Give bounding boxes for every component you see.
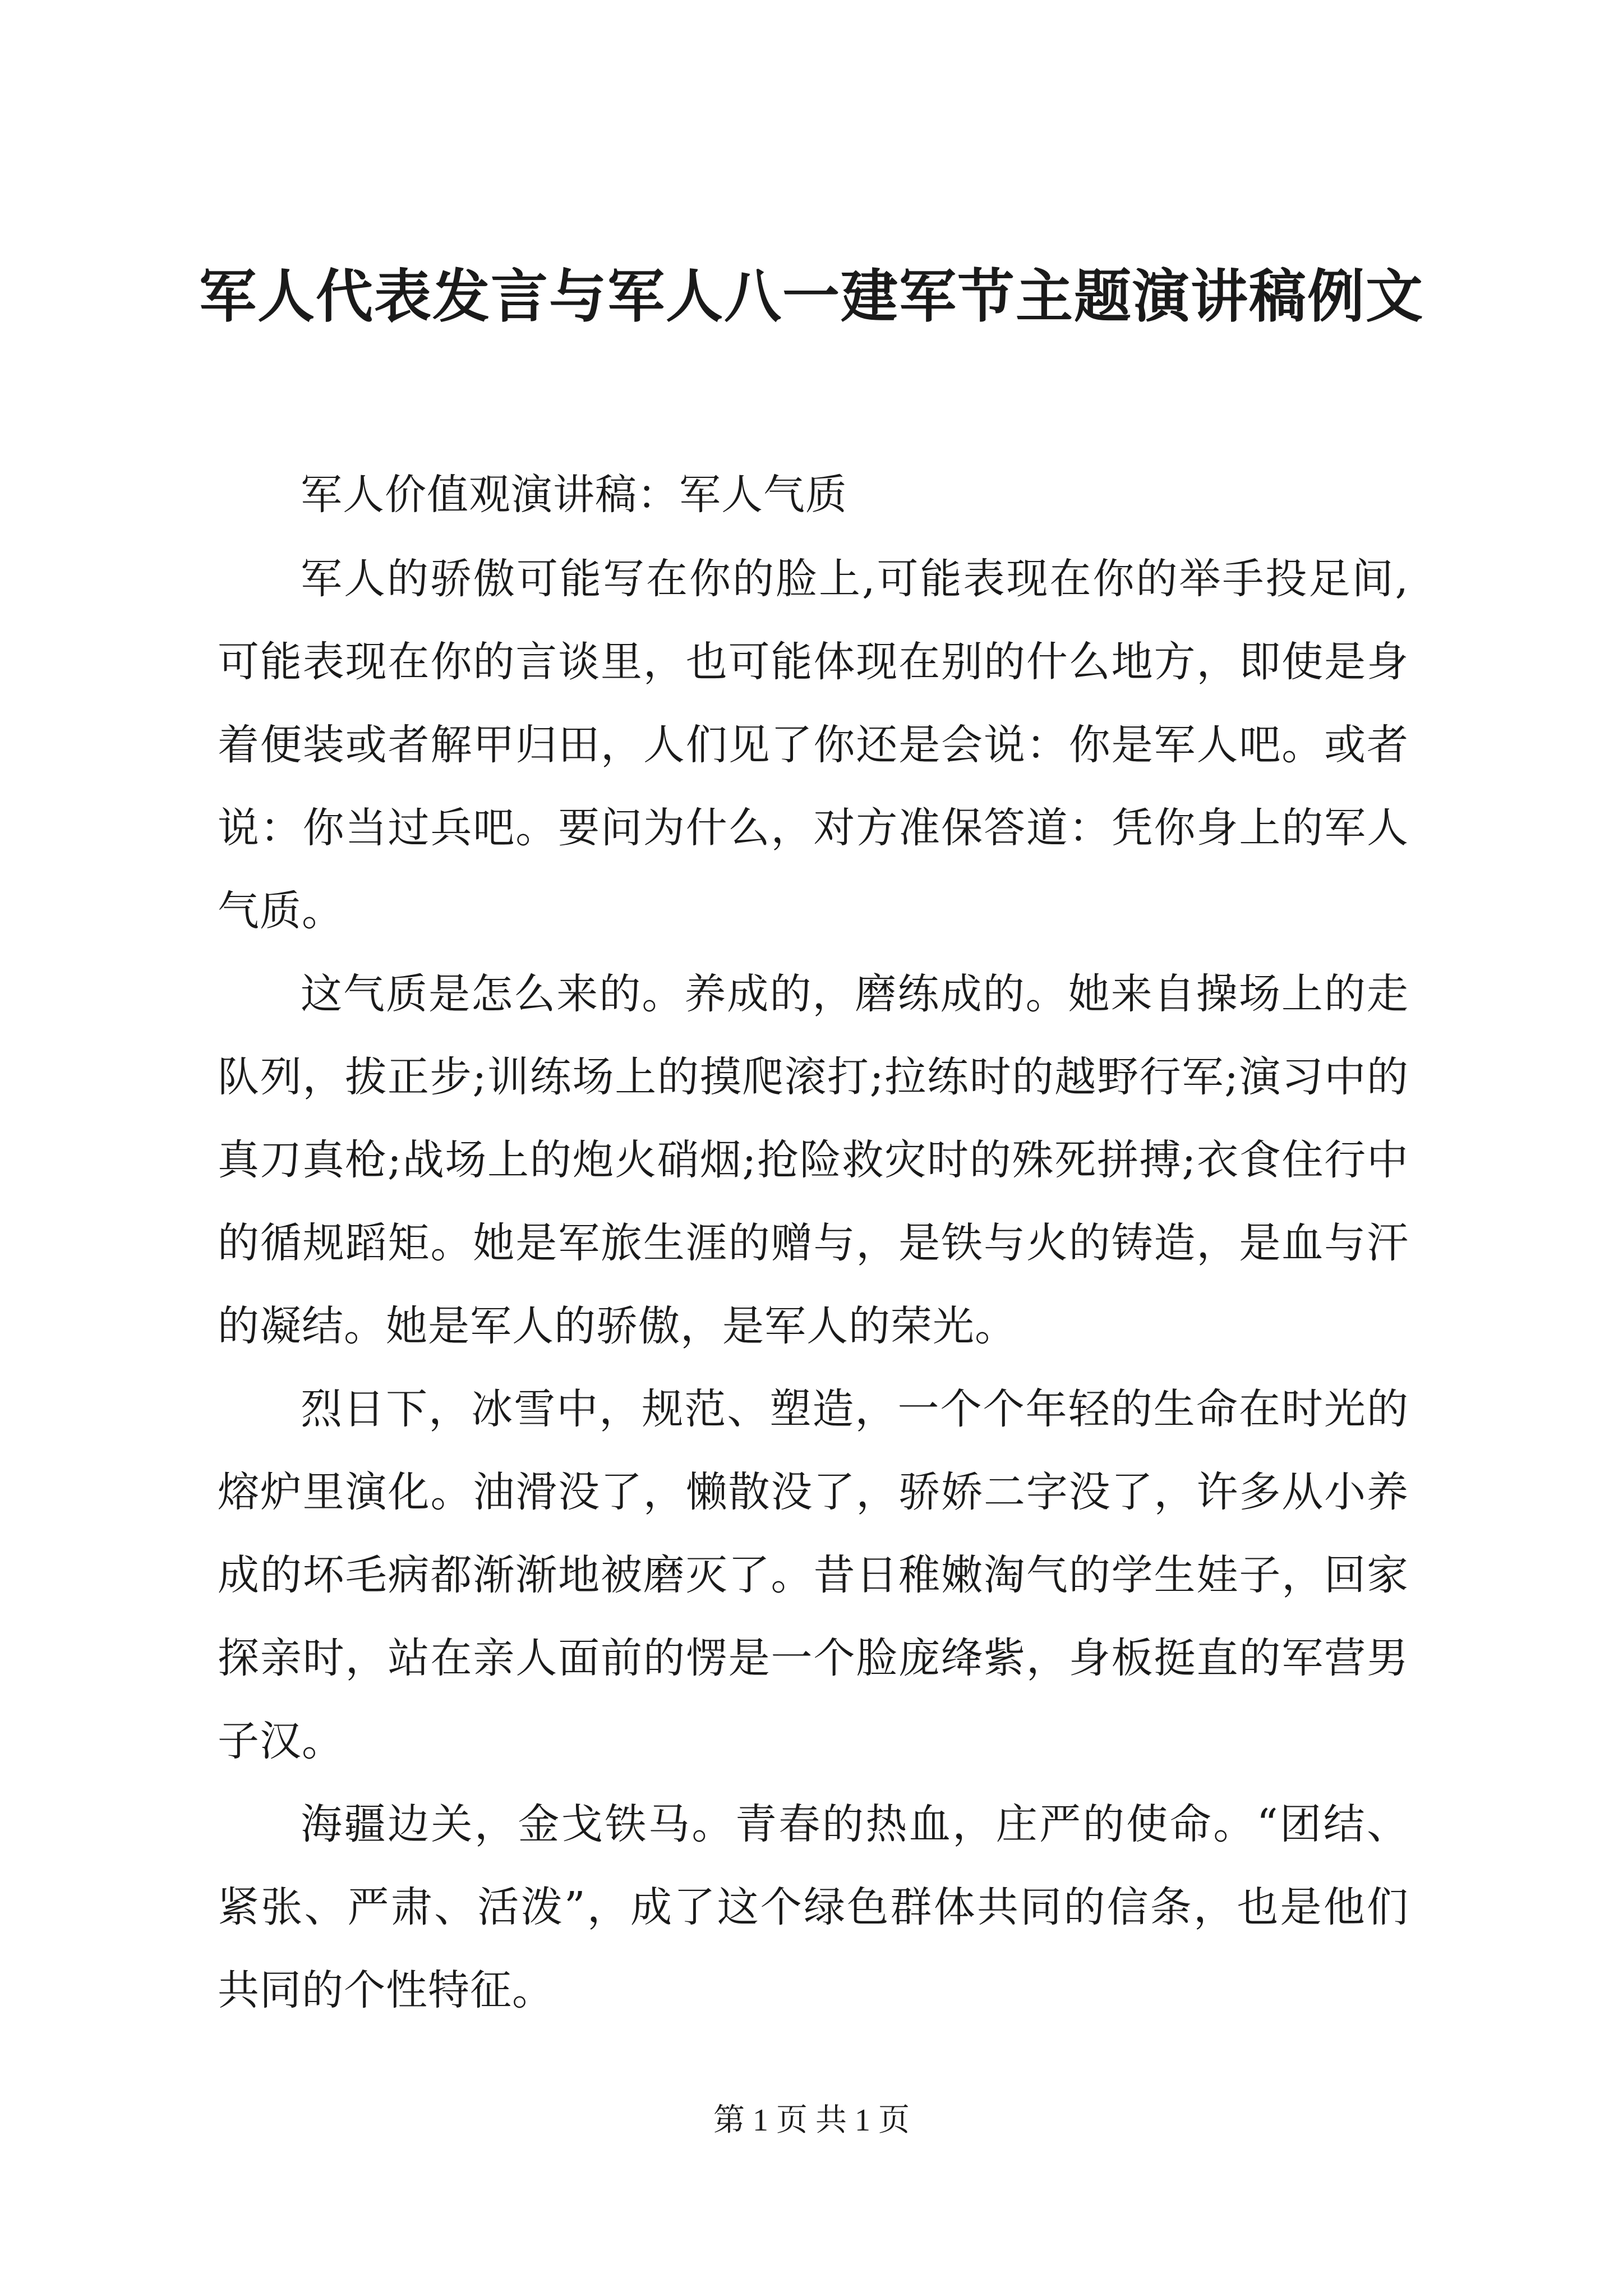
body-paragraph-1: 军人的骄傲可能写在你的脸上,可能表现在你的举手投足间,可能表现在你的言谈里，也可能体现在别的什么地方，即使是身着便装或者解甲归田，人们见了你还是会说：你是军人吧。或者说：你当过兵吧。要问为什么，对方准保答道：凭你身上的军人气质。 <box>218 555 1409 935</box>
body-paragraph-2: 这气质是怎么来的。养成的，磨练成的。她来自操场上的走队列，拔正步;训练场上的摸爬滚打;拉练时的越野行军;演习中的真刀真枪;战场上的炮火硝烟;抢险救灾时的殊死拼搏;衣食住行中的循规蹈矩。她是军旅生涯的赠与，是铁与火的铸造，是血与汗的凝结。她是军人的骄傲，是军人的荣光。 <box>218 970 1409 1350</box>
document-subtitle: 军人价值观演讲稿：军人气质 <box>301 471 847 519</box>
body-paragraph-4: 海疆边关，金戈铁马。青春的热血，庄严的使命。“团结、紧张、严肃、活泼”，成了这个绿色群体共同的信条，也是他们共同的个性特征。 <box>218 1800 1409 2014</box>
body-paragraph-3: 烈日下，冰雪中，规范、塑造，一个个年轻的生命在时光的熔炉里演化。油滑没了，懒散没了，骄娇二字没了，许多从小养成的坏毛病都渐渐地被磨灭了。昔日稚嫩淘气的学生娃子，回家探亲时，站在亲人面前的愣是一个脸庞绛紫，身板挺直的军营男子汉。 <box>218 1385 1409 1765</box>
document-title: 军人代表发言与军人八一建军节主题演讲稿例文 <box>199 263 1424 330</box>
page-footer: 第 1 页 共 1 页 <box>713 2103 910 2138</box>
document-body <box>218 453 1409 2032</box>
